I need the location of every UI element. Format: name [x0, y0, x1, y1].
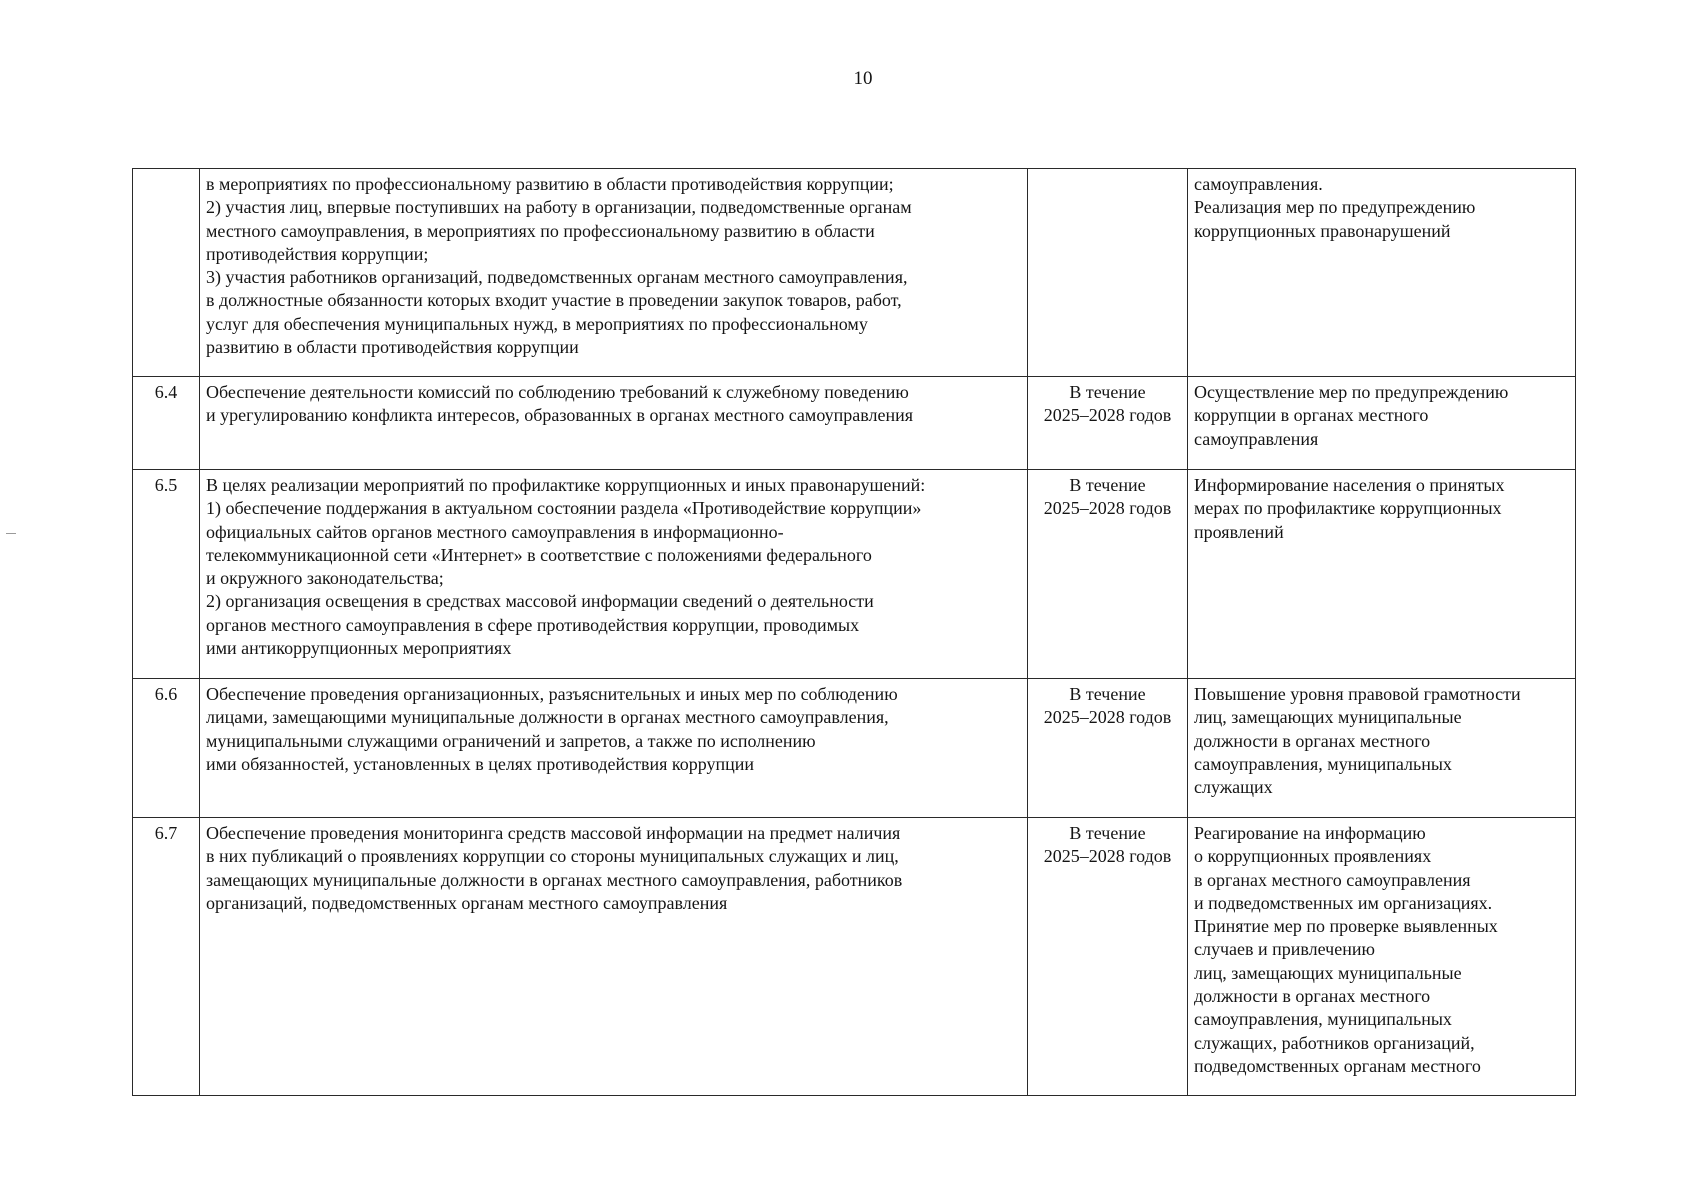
- description-line: и урегулированию конфликта интересов, образованных в органах местного самоуправления: [206, 405, 914, 426]
- measure-term-cell: [1028, 377, 1188, 470]
- description-line: местного самоуправления, в мероприятиях по профессиональному развитию в области: [206, 220, 875, 241]
- result-line: самоуправления, муниципальных: [1194, 1009, 1452, 1030]
- measure-term-cell: [1028, 470, 1188, 679]
- description-line: телекоммуникационной сети «Интернет» в соответствие с положениями федерального: [206, 544, 872, 565]
- term-line: 2025–2028 годов: [1043, 405, 1172, 426]
- description-line: в них публикаций о проявлениях коррупции со стороны муниципальных служащих и лиц,: [206, 846, 899, 867]
- description-line: противодействия коррупции;: [206, 243, 429, 264]
- description-line: Обеспечение проведения организационных, разъяснительных и иных мер по соблюдению: [206, 684, 898, 704]
- term-line: В течение: [1069, 382, 1146, 402]
- table-row-6-7: [133, 818, 1576, 1096]
- description-line: услуг для обеспечения муниципальных нужд, в мероприятиях по профессиональному: [206, 313, 868, 334]
- term-line: В течение: [1069, 475, 1146, 495]
- result-line: Принятие мер по проверке выявленных: [1194, 916, 1498, 937]
- measure-description-cell: [200, 377, 1028, 470]
- description-line: органов местного самоуправления в сфере противодействия коррупции, проводимых: [206, 614, 860, 635]
- table-row-6-6: [133, 679, 1576, 818]
- term-line: 2025–2028 годов: [1043, 498, 1172, 519]
- measure-result-cell: [1188, 169, 1576, 377]
- description-line: ими антикоррупционных мероприятиях: [206, 638, 512, 659]
- measure-result-cell: [1188, 818, 1576, 1096]
- result-line: должности в органах местного: [1194, 986, 1431, 1007]
- measure-number-cell: [133, 169, 200, 377]
- result-line: служащих: [1194, 777, 1273, 798]
- result-line: случаев и привлечению: [1194, 939, 1375, 960]
- result-line: должности в органах местного: [1194, 730, 1431, 751]
- term-line: В течение: [1069, 823, 1146, 843]
- result-line: самоуправления, муниципальных: [1194, 753, 1452, 774]
- description-line: замещающих муниципальные должности в органах местного самоуправления, работников: [206, 869, 903, 890]
- result-line: подведомственных органам местного: [1194, 1055, 1481, 1076]
- result-line: коррупции в органах местного: [1194, 405, 1429, 426]
- result-line: Осуществление мер по предупреждению: [1194, 382, 1509, 402]
- measure-result-cell: [1188, 679, 1576, 818]
- result-line: Информирование населения о принятых: [1194, 475, 1505, 495]
- term-line: 2025–2028 годов: [1043, 846, 1172, 867]
- measure-number-cell: 6.7: [133, 818, 200, 1096]
- result-line: самоуправления.: [1194, 174, 1323, 194]
- measure-description-cell: [200, 169, 1028, 377]
- table-row-continued: [133, 169, 1576, 377]
- result-line: лиц, замещающих муниципальные: [1194, 962, 1462, 983]
- description-line: В целях реализации мероприятий по профилактике коррупционных и иных правонарушений:: [206, 475, 926, 495]
- result-line: служащих, работников организаций,: [1194, 1032, 1475, 1053]
- result-line: мерах по профилактике коррупционных: [1194, 498, 1502, 519]
- result-line: Повышение уровня правовой грамотности: [1194, 684, 1521, 704]
- measure-term-cell: [1028, 818, 1188, 1096]
- result-line: Реагирование на информацию: [1194, 823, 1426, 843]
- description-line: 3) участия работников организаций, подведомственных органам местного самоуправления,: [206, 267, 908, 288]
- measure-term-cell: [1028, 169, 1188, 377]
- description-line: организаций, подведомственных органам местного самоуправления: [206, 892, 728, 913]
- description-line: муниципальными служащими ограничений и запретов, а также по исполнению: [206, 730, 816, 751]
- measure-number-cell: 6.5: [133, 470, 200, 679]
- table-row-6-4: [133, 377, 1576, 470]
- result-line: в органах местного самоуправления: [1194, 869, 1471, 890]
- measures-table: [132, 168, 1576, 1096]
- measure-number-cell: 6.4: [133, 377, 200, 470]
- measure-description-cell: [200, 470, 1028, 679]
- result-line: проявлений: [1194, 521, 1284, 542]
- measure-result-cell: [1188, 470, 1576, 679]
- measure-number-cell: 6.6: [133, 679, 200, 818]
- description-line: развитию в области противодействия коррупции: [206, 337, 579, 358]
- measure-result-cell: [1188, 377, 1576, 470]
- description-line: 1) обеспечение поддержания в актуальном состоянии раздела «Противодействие коррупции»: [206, 498, 922, 519]
- result-line: самоуправления: [1194, 428, 1319, 449]
- term-line: В течение: [1069, 684, 1146, 704]
- description-line: лицами, замещающими муниципальные должности в органах местного самоуправления,: [206, 707, 889, 728]
- result-line: Реализация мер по предупреждению: [1194, 197, 1476, 218]
- description-line: ими обязанностей, установленных в целях противодействия коррупции: [206, 753, 755, 774]
- description-line: Обеспечение проведения мониторинга средств массовой информации на предмет наличия: [206, 823, 901, 843]
- scan-artifact-mark: [6, 533, 16, 534]
- description-line: в должностные обязанности которых входит участие в проведении закупок товаров, работ,: [206, 290, 902, 311]
- result-line: лиц, замещающих муниципальные: [1194, 707, 1462, 728]
- description-line: Обеспечение деятельности комиссий по соблюдению требований к служебному поведению: [206, 382, 909, 402]
- measure-term-cell: [1028, 679, 1188, 818]
- result-line: о коррупционных проявлениях: [1194, 846, 1432, 867]
- measure-description-cell: [200, 818, 1028, 1096]
- table-row-6-5: [133, 470, 1576, 679]
- result-line: и подведомственных им организациях.: [1194, 892, 1493, 913]
- result-line: коррупционных правонарушений: [1194, 220, 1451, 241]
- description-line: и окружного законодательства;: [206, 568, 444, 589]
- description-line: 2) организация освещения в средствах массовой информации сведений о деятельности: [206, 591, 874, 612]
- description-line: официальных сайтов органов местного самоуправления в информационно-: [206, 521, 784, 542]
- page-number: 10: [853, 68, 873, 89]
- description-line: 2) участия лиц, впервые поступивших на работу в организации, подведомственные органам: [206, 197, 912, 218]
- measure-description-cell: [200, 679, 1028, 818]
- description-line: в мероприятиях по профессиональному развитию в области противодействия коррупции;: [206, 174, 894, 194]
- term-line: 2025–2028 годов: [1043, 707, 1172, 728]
